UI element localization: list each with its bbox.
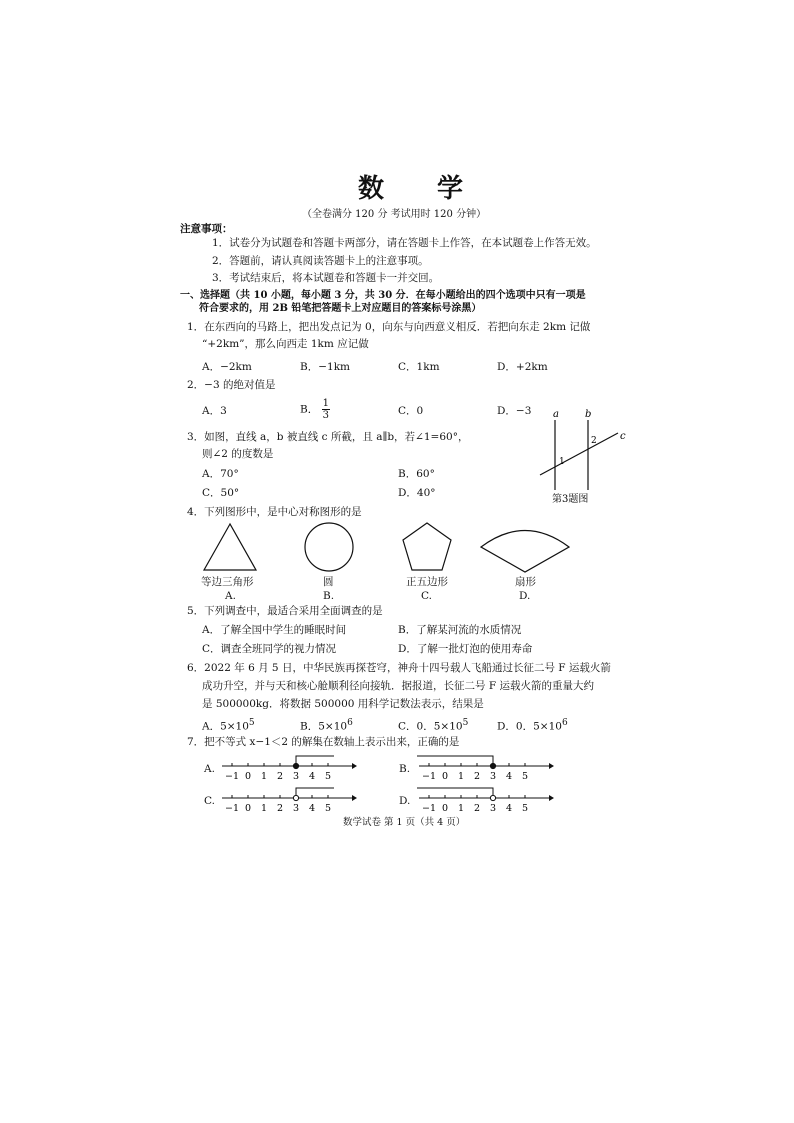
circle-shape bbox=[305, 523, 353, 571]
q6-option-b-exponent: 6 bbox=[347, 718, 353, 728]
q2-option-d: D．−3 bbox=[497, 405, 532, 417]
tick-label: 3 bbox=[292, 803, 300, 814]
label-b: b bbox=[585, 409, 592, 420]
axis-arrow bbox=[352, 795, 357, 801]
tick-label: 5 bbox=[324, 771, 332, 782]
axis-arrow bbox=[352, 763, 357, 769]
tick-label: 3 bbox=[489, 771, 497, 782]
axis-arrow bbox=[549, 763, 554, 769]
q6-option-d bbox=[497, 716, 568, 734]
q7-letter-b: B. bbox=[399, 763, 411, 775]
tick-label: 1 bbox=[457, 803, 465, 814]
tick-label: 5 bbox=[521, 803, 529, 814]
section-heading-cont: 符合要求的，用 2B 铅笔把答题卡上对应题目的答案标号涂黑） bbox=[199, 303, 482, 314]
tick-label: 2 bbox=[276, 771, 284, 782]
q3-option-b: B．60° bbox=[398, 468, 435, 480]
q6-stem-line2: 成功升空，并与天和核心舱顺利径向接轨．据报道，长征二号 F 运载火箭的重量大约 bbox=[202, 680, 594, 692]
q4-shapes bbox=[198, 520, 578, 576]
page-title: 数 学 bbox=[358, 174, 486, 204]
tick-label: 4 bbox=[308, 803, 316, 814]
q6-option-a bbox=[202, 716, 255, 734]
solution-bracket bbox=[417, 788, 493, 798]
q6-option-a-exponent: 5 bbox=[248, 718, 255, 728]
tick-label: 4 bbox=[308, 771, 316, 782]
figure-caption: 第3题图 bbox=[552, 494, 589, 505]
label-c: c bbox=[620, 431, 626, 442]
q2-option-b bbox=[300, 398, 330, 421]
tick-label: 2 bbox=[276, 803, 284, 814]
q3-stem-line2: 则∠2 的度数是 bbox=[202, 448, 274, 460]
q1-stem-line1: 1．在东西向的马路上，把出发点记为 0，向东与向西意义相反．若把向东走 2km 记做 bbox=[187, 321, 591, 333]
q6-option-a-base: A．5×10 bbox=[202, 720, 249, 733]
tick-label: 0 bbox=[441, 771, 449, 782]
tick-label: 3 bbox=[292, 771, 300, 782]
section-heading: 一、选择题（共 10 小题，每小题 3 分，共 30 分．在每小题给出的四个选项中只有一项是 bbox=[180, 290, 586, 301]
number-line-b bbox=[415, 750, 555, 784]
solution-bracket bbox=[417, 756, 493, 766]
q6-option-c-exponent: 5 bbox=[462, 718, 469, 728]
page-subtitle: （全卷满分 120 分 考试用时 120 分钟） bbox=[302, 209, 487, 220]
q5-stem: 5．下列调查中，最适合采用全面调查的是 bbox=[187, 605, 383, 617]
tick-label: 0 bbox=[244, 803, 252, 814]
q3-figure bbox=[530, 405, 645, 505]
filled-dot bbox=[490, 763, 495, 768]
number-line-d bbox=[415, 782, 555, 816]
q4-shape-d-name: 扇形 bbox=[515, 576, 536, 588]
q6-option-c-base: C．0．5×10 bbox=[398, 720, 463, 733]
q7-letter-c: C. bbox=[204, 795, 215, 807]
q6-option-b bbox=[300, 716, 353, 734]
q1-option-b: B．−1km bbox=[300, 361, 351, 373]
tick-label: −1 bbox=[421, 803, 437, 814]
q1-option-d: D．+2km bbox=[497, 361, 548, 373]
notice-item-2: 2．答题前，请认真阅读答题卡上的注意事项。 bbox=[212, 255, 429, 267]
q2-fraction bbox=[322, 398, 330, 421]
tick-label: 5 bbox=[521, 771, 529, 782]
fraction-numerator: 1 bbox=[322, 398, 329, 409]
fraction-denominator: 3 bbox=[322, 410, 329, 421]
q6-option-b-base: B．5×10 bbox=[300, 720, 348, 733]
tick-label: 2 bbox=[473, 803, 481, 814]
pentagon-shape bbox=[403, 523, 451, 570]
label-a: a bbox=[553, 409, 559, 420]
q6-stem-line3: 是 500000kg．将数据 500000 用科学记数法表示，结果是 bbox=[202, 698, 484, 710]
tick-label: 0 bbox=[244, 771, 252, 782]
q6-option-c bbox=[398, 716, 468, 734]
number-line-c bbox=[218, 782, 358, 816]
tick-label: 3 bbox=[489, 803, 497, 814]
open-dot bbox=[490, 795, 495, 800]
q1-stem-line2: “+2km”，那么向西走 1km 应记做 bbox=[202, 338, 369, 350]
q7-letter-a: A. bbox=[204, 763, 215, 775]
q4-stem: 4．下列图形中，是中心对称图形的是 bbox=[187, 506, 362, 518]
q4-letter-d: D. bbox=[519, 590, 531, 602]
tick-label: 5 bbox=[324, 803, 332, 814]
q1-option-a: A．−2km bbox=[202, 361, 252, 373]
axis-arrow bbox=[549, 795, 554, 801]
q6-stem-line1: 6．2022 年 6 月 5 日，中华民族再探苍穹，神舟十四号载人飞船通过长征二号 F 运载火箭 bbox=[187, 662, 611, 674]
q6-option-d-exponent: 6 bbox=[561, 718, 568, 728]
notice-item-1: 1．试卷分为试题卷和答题卡两部分，请在答题卡上作答，在本试题卷上作答无效。 bbox=[212, 237, 597, 249]
notice-item-3: 3．考试结束后，将本试题卷和答题卡一并交回。 bbox=[212, 272, 440, 284]
q1-option-c: C．1km bbox=[398, 361, 440, 373]
q5-option-a: A．了解全国中学生的睡眠时间 bbox=[202, 624, 347, 636]
tick-label: 1 bbox=[260, 771, 268, 782]
tick-label: 2 bbox=[473, 771, 481, 782]
tick-label: 1 bbox=[260, 803, 268, 814]
q2-option-c: C．0 bbox=[398, 405, 424, 417]
page-footer: 数学试卷 第 1 页（共 4 页） bbox=[343, 817, 466, 828]
q4-shape-b-name: 圆 bbox=[323, 576, 334, 588]
q7-letter-d: D. bbox=[399, 795, 411, 807]
q2-option-a: A．3 bbox=[202, 405, 227, 417]
q5-option-d: D．了解一批灯泡的使用寿命 bbox=[398, 643, 533, 655]
q3-option-c: C．50° bbox=[202, 487, 240, 499]
q6-option-d-base: D．0．5×10 bbox=[497, 720, 562, 733]
tick-label: −1 bbox=[421, 771, 437, 782]
q2-stem: 2．−3 的绝对值是 bbox=[187, 379, 276, 391]
q5-option-b: B．了解某河流的水质情况 bbox=[398, 624, 522, 636]
q4-shape-c-name: 正五边形 bbox=[406, 576, 448, 588]
tick-label: −1 bbox=[224, 771, 240, 782]
q4-letter-b: B. bbox=[323, 590, 335, 602]
angle-2-label: 2 bbox=[591, 436, 597, 446]
q4-shape-a-name: 等边三角形 bbox=[201, 576, 254, 588]
filled-dot bbox=[293, 763, 298, 768]
tick-label: 4 bbox=[505, 803, 513, 814]
sector-shape bbox=[481, 531, 569, 573]
tick-label: 4 bbox=[505, 771, 513, 782]
q3-option-d: D．40° bbox=[398, 487, 436, 499]
q7-stem: 7．把不等式 x−1＜2 的解集在数轴上表示出来，正确的是 bbox=[187, 736, 460, 748]
q5-option-c: C．调查全班同学的视力情况 bbox=[202, 643, 337, 655]
tick-label: −1 bbox=[224, 803, 240, 814]
q4-letter-a: A. bbox=[225, 590, 236, 602]
triangle-shape bbox=[204, 524, 256, 570]
tick-label: 0 bbox=[441, 803, 449, 814]
line-c bbox=[540, 433, 618, 475]
q4-letter-c: C. bbox=[421, 590, 432, 602]
tick-label: 1 bbox=[457, 771, 465, 782]
angle-1-label: 1 bbox=[559, 457, 565, 467]
notice-heading: 注意事项： bbox=[180, 223, 233, 235]
open-dot bbox=[293, 795, 298, 800]
q3-stem-line1: 3．如图，直线 a，b 被直线 c 所截，且 a∥b，若∠1=60°， bbox=[187, 431, 469, 443]
q3-option-a: A．70° bbox=[202, 468, 239, 480]
number-line-a bbox=[218, 750, 358, 784]
q2-option-b-label: B． bbox=[300, 403, 319, 416]
